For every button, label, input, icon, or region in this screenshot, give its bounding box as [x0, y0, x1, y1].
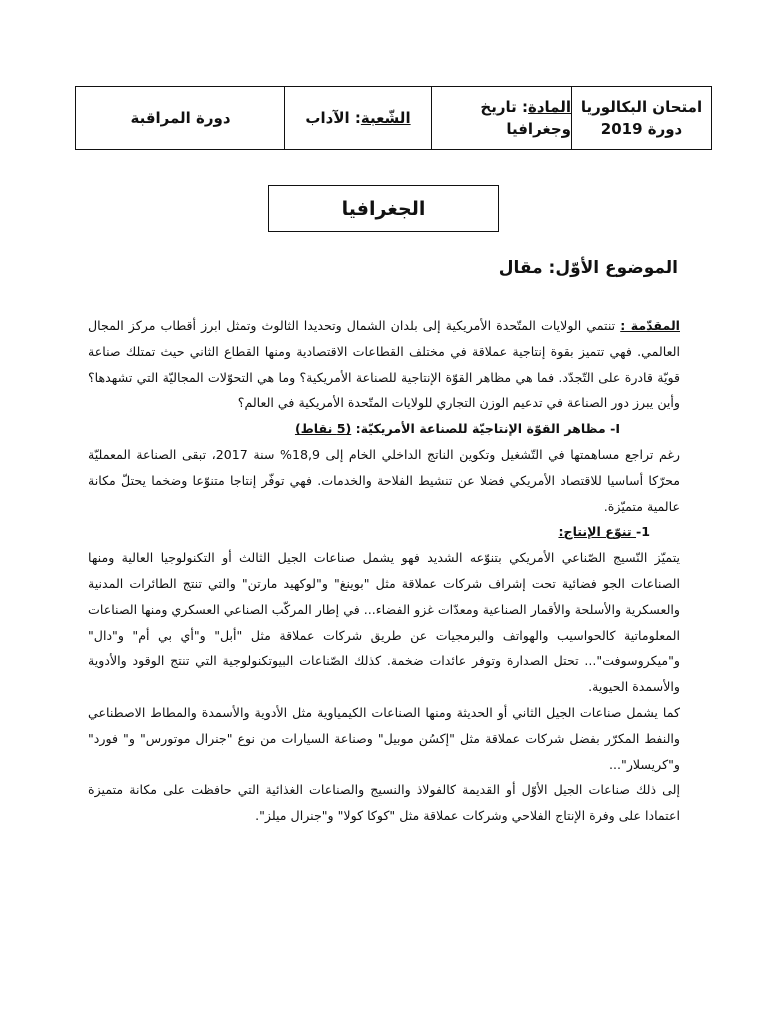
section1-paragraph: رغم تراجع مساهمتها في التّشغيل وتكوين الناتج الداخلي الخام إلى 18,9% سنة 2017، تبقى الصناعة المعمليّة محرّكا أساسيا للاقتصاد الأمريكي فضلا عن تنشيط الفلاحة والخدمات. فهي توفّر إنتاجا متنوّعا وضخما يحتلّ مكانة عالمية متميّزة. — [88, 446, 681, 514]
branch-value: : الآداب — [305, 109, 361, 127]
topic-title: الموضوع الأوّل: مقال — [498, 258, 678, 278]
branch-line — [305, 107, 410, 129]
exam-header-table — [75, 86, 712, 150]
subject-label: المادة — [527, 98, 571, 116]
subject-value: : تاريخ وجغرافيا — [480, 98, 571, 138]
session-year: دورة 2019 — [600, 120, 683, 138]
exam-title: امتحان البكالوريا — [580, 98, 703, 116]
session-type-cell — [77, 87, 284, 149]
branch-label: الشّعبة — [360, 109, 411, 127]
section1-number: I- — [610, 421, 620, 437]
session-type: دورة المراقبة — [130, 109, 231, 127]
subject-cell — [431, 87, 571, 149]
intro-text: تنتمي الولايات المتّحدة الأمريكية إلى بلدان الشمال وتحديدا الثالوث وتمثل ابرز أقطاب مركز المجال العالمي. فهي تتميز بقوة إنتاجية عملاقة في مختلف القطاعات الاقتصادية ومنها القطاع الثاني حيث تمتلك صناعة قويّة قادرة على التّجدّد. فما هي مظاهر القوّة الإنتاجية للصناعة الأمريكية؟ وما هي التحوّلات المجاليّة التي تشهدها؟ وأين يبرز دور الصناعة في تدعيم الوزن التجاري للولايات المتّحدة الأمريكية في العالم؟ — [88, 318, 680, 411]
subsection1-number: 1- — [636, 524, 650, 540]
branch-cell — [284, 87, 431, 149]
section-title: الجغرافيا — [341, 197, 426, 220]
section1-points: (5 نقاط) — [294, 421, 352, 437]
exam-title-cell — [571, 87, 711, 149]
subsection1-paragraph3: إلى ذلك صناعات الجيل الأوّل أو القديمة كالفولاذ والنسيج والصناعات الغذائية التي حافظت على مكانة متميزة اعتمادا على وفرة الإنتاج الفلاحي وشركات عملاقة مثل "كوكا كولا" و"جنرال ميلز". — [88, 782, 680, 824]
subsection1-paragraph2: كما يشمل صناعات الجيل الثاني أو الحديثة ومنها الصناعات الكيمياوية مثل الأدوية والأسمدة والمطاط الاصطناعي والنفط المكرّر بفضل شركات عملاقة مثل "إكسُن موبيل" وصناعة السيارات من نوع "جنرال موتورس" و" فورد" و"كريسلار"... — [88, 704, 680, 772]
subsection1-paragraph1: يتميّز النّسيج الصّناعي الأمريكي بتنوّعه الشديد فهو يشمل صناعات الجيل الثالث أو التكنولوجيا العالية ومنها الصناعات الجو فضائية تحت إشراف شركات عملاقة مثل "بوينغ" و"لوكهيد مارتن" والتي تنتج الطائرات المدنية والعسكرية والأسلحة والأقمار الصناعية ومعدّات غزو الفضاء... في إطار المركّب الصناعي العسكري ومنها الصناعات المعلوماتية كالحواسيب والهواتف والبرمجيات عن طريق شركات عملاقة مثل "أبل" و"أي بي أم" و"دال" و"ميكروسوفت"... تحتل الصدارة وتوفر عائدات ضخمة. كذلك الصّناعات البيوتكنولوجية التي تنتج الوقود والأدوية والأسمدة الحيوية. — [88, 550, 680, 695]
essay-content — [88, 313, 680, 829]
intro-paragraph — [88, 313, 680, 416]
subject-line — [432, 96, 571, 140]
section1-heading: مظاهر القوّة الإنتاجيّة للصناعة الأمريكيّة: — [355, 421, 611, 437]
section-title-box — [268, 185, 499, 232]
subsection1-heading-line — [88, 519, 680, 545]
subsection1-heading: تنوّع الإنتاج: — [558, 524, 636, 540]
section1-heading-line — [88, 416, 680, 442]
intro-label: المقدّمة : — [620, 318, 680, 333]
